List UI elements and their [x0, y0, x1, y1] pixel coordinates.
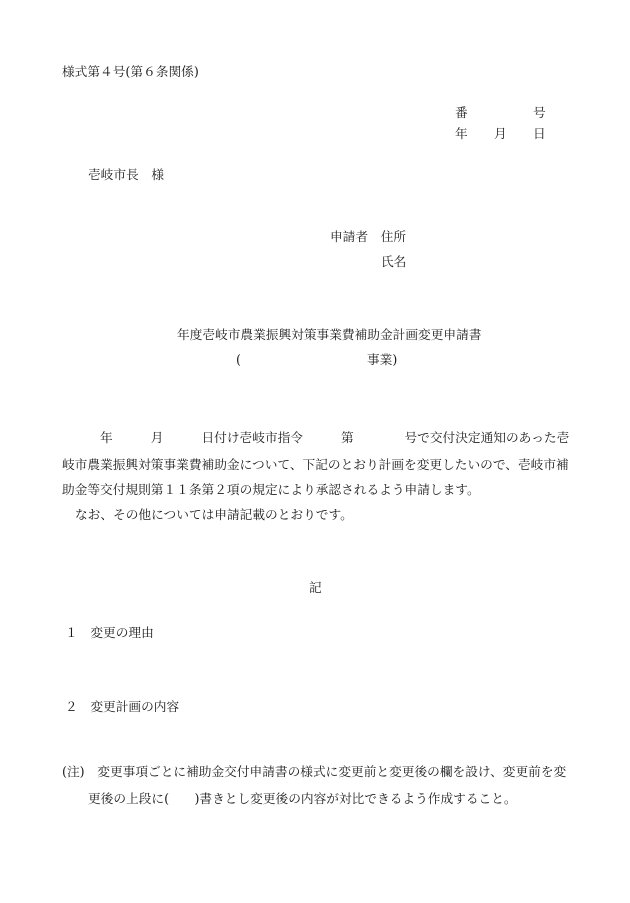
date-month: 月 — [494, 126, 507, 141]
ki-heading: 記 — [309, 580, 322, 595]
applicant-name-label: 氏名 — [381, 254, 407, 269]
date-year: 年 — [455, 126, 468, 141]
document-title: 年度壱岐市農業振興対策事業費補助金計画変更申請書 — [177, 327, 482, 342]
item-change-plan: ２ 変更計画の内容 — [65, 699, 180, 714]
body-line-1: 年 月 日付け壱岐市指令 第 号で交付決定通知のあった壱 — [100, 430, 570, 445]
project-close-label: 事業) — [367, 352, 398, 367]
body-line-4: なお、その他については申請記載のとおりです。 — [75, 507, 353, 522]
note-line-1: (注) 変更事項ごとに補助金交付申請書の様式に変更前と変更後の欄を設け、変更前を変 — [62, 764, 567, 779]
document-number-ban: 番 — [455, 105, 468, 120]
project-open-paren: ( — [236, 352, 241, 367]
document-number-go: 号 — [533, 105, 546, 120]
applicant-address-label: 申請者 住所 — [330, 229, 407, 244]
note-line-2: 更後の上段に( )書きとし変更後の内容が対比できるよう作成すること。 — [88, 791, 517, 806]
body-line-3: 助金等交付規則第１１条第２項の規定により承認されるよう申請します。 — [62, 482, 480, 497]
item-change-reason: １ 変更の理由 — [65, 625, 154, 640]
date-day: 日 — [533, 126, 546, 141]
form-number: 様式第４号(第６条関係) — [62, 64, 199, 79]
body-line-2: 岐市農業振興対策事業費補助金について、下記のとおり計画を変更したいので、壱岐市補 — [62, 457, 569, 472]
addressee: 壱岐市長 様 — [88, 167, 165, 182]
